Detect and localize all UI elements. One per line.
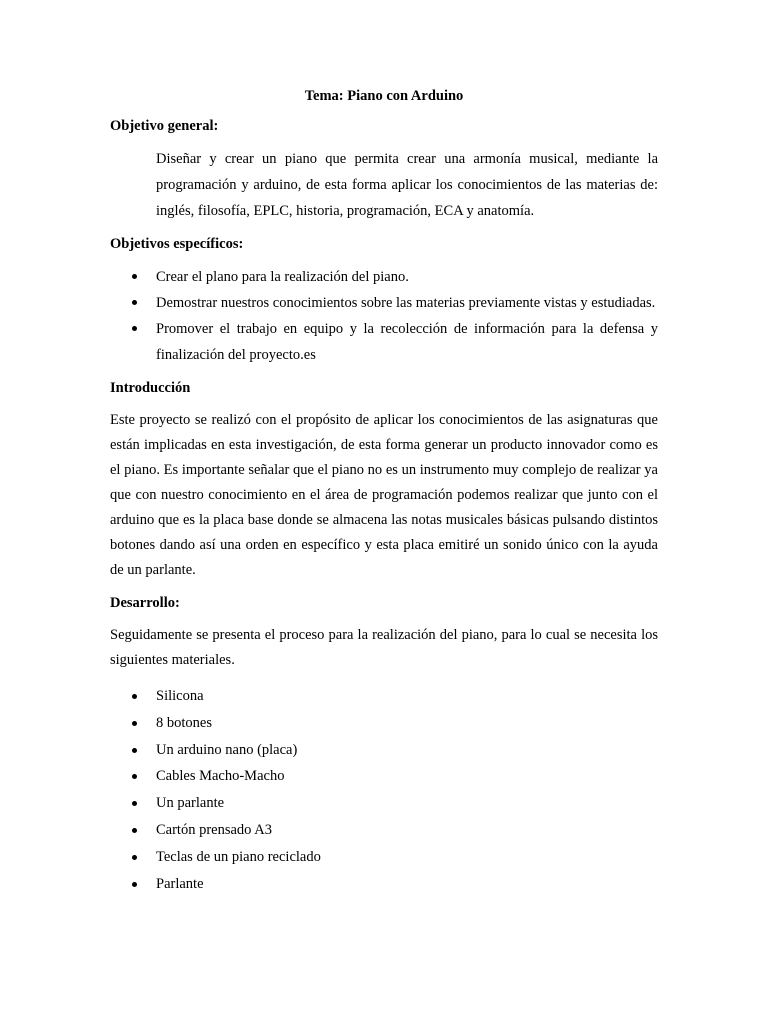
bullet-icon bbox=[132, 774, 137, 779]
introduccion-text: Este proyecto se realizó con el propósito de aplicar los conocimientos de las asignaturas que están implicadas en esta investigación, de esta forma generar un producto innovador como es el piano. Es importante señalar que el piano no es un instrumento muy complejo de realizar ya que con nuestro conocimiento en el área de programación podemos realizar que junto con el arduino que es la placa base donde se almacena las notas musicales básicas pulsando distintos botones dando así una orden en específico y esta placa emitiré un sonido único con la ayuda de un parlante. bbox=[110, 412, 658, 578]
bullet-icon bbox=[132, 326, 137, 331]
bullet-icon bbox=[132, 300, 137, 305]
list-item: Teclas de un piano reciclado bbox=[110, 844, 658, 871]
document-title: Tema: Piano con Arduino bbox=[304, 88, 464, 104]
bullet-icon bbox=[132, 882, 137, 887]
bullet-icon bbox=[132, 748, 137, 753]
list-item: Promover el trabajo en equipo y la recolección de información para la defensa y finalización del proyecto.es bbox=[110, 316, 658, 368]
list-item: Demostrar nuestros conocimientos sobre las materias previamente vistas y estudiadas. bbox=[110, 290, 658, 316]
objetivo-general-heading: Objetivo general: bbox=[110, 118, 219, 134]
bullet-icon bbox=[132, 721, 137, 726]
list-item: Un arduino nano (placa) bbox=[110, 737, 658, 764]
materiales-list bbox=[110, 683, 658, 897]
bullet-icon bbox=[132, 694, 137, 699]
list-item: Parlante bbox=[110, 871, 658, 898]
bullet-icon bbox=[132, 274, 137, 279]
desarrollo-text: Seguidamente se presenta el proceso para la realización del piano, para lo cual se necesita los siguientes materiales. bbox=[110, 627, 658, 668]
list-item: Cables Macho-Macho bbox=[110, 763, 658, 790]
list-item: Crear el plano para la realización del piano. bbox=[110, 264, 658, 290]
objetivo-general-text: Diseñar y crear un piano que permita crear una armonía musical, mediante la programación y arduino, de esta forma aplicar los conocimientos de las materias de: inglés, filosofía, EPLC, historia, programación, ECA y anatomía. bbox=[156, 151, 658, 219]
bullet-icon bbox=[132, 855, 137, 860]
objetivos-especificos-heading: Objetivos específicos: bbox=[110, 236, 244, 252]
bullet-icon bbox=[132, 801, 137, 806]
list-item: Cartón prensado A3 bbox=[110, 817, 658, 844]
list-item: Un parlante bbox=[110, 790, 658, 817]
desarrollo-heading: Desarrollo: bbox=[110, 595, 180, 611]
introduccion-heading: Introducción bbox=[110, 380, 191, 396]
list-item: Silicona bbox=[110, 683, 658, 710]
list-item: 8 botones bbox=[110, 710, 658, 737]
bullet-icon bbox=[132, 828, 137, 833]
objetivos-especificos-list bbox=[110, 264, 658, 368]
